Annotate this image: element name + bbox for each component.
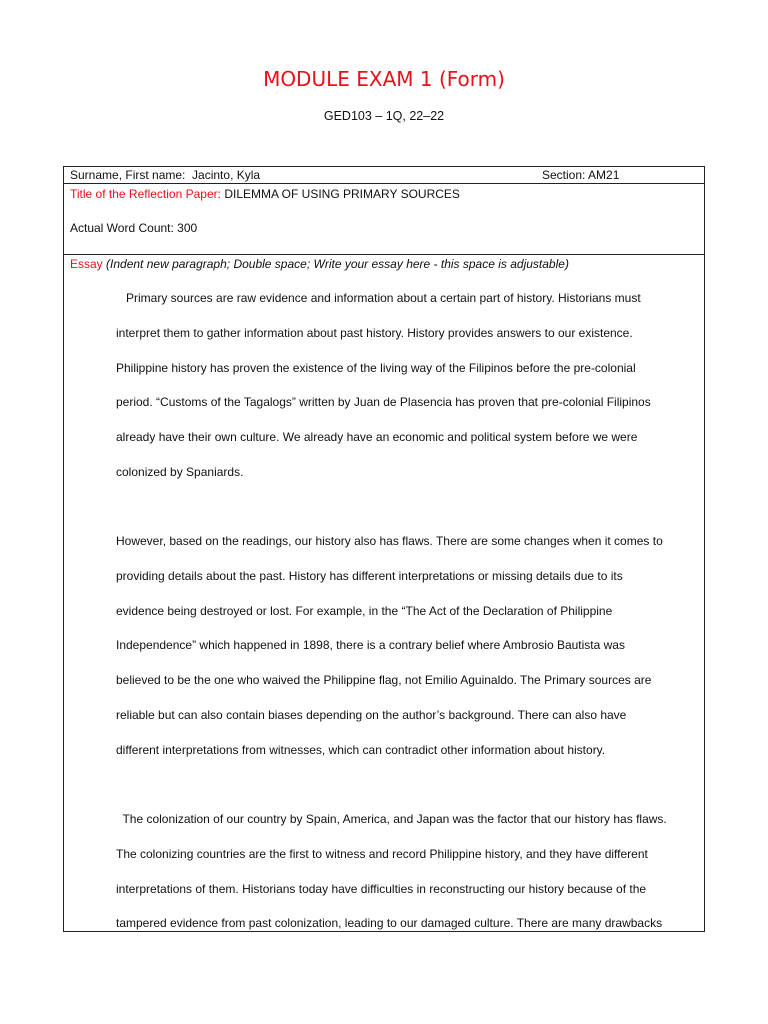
essay-line: However, based on the readings, our history also has flaws. There are some changes when it comes to xyxy=(116,534,663,548)
title-row xyxy=(64,184,704,255)
essay-heading xyxy=(70,257,569,272)
word-count-label: Actual Word Count: xyxy=(70,221,174,235)
essay-line: evidence being destroyed or lost. For example, in the “The Act of the Declaration of Philippine xyxy=(116,604,613,618)
section-cell xyxy=(542,168,619,183)
essay-label: Essay xyxy=(70,257,103,271)
essay-instructions: (Indent new paragraph; Double space; Write your essay here - this space is adjustable) xyxy=(106,257,569,271)
title-label: Title of the Reflection Paper: xyxy=(70,187,221,201)
essay-line: Independence” which happened in 1898, there is a contrary belief where Ambrosio Bautista was xyxy=(116,638,625,652)
course-code: GED103 – 1Q, 22–22 xyxy=(323,109,445,123)
essay-line: reliable but can also contain biases depending on the author’s background. There can also have xyxy=(116,708,627,722)
essay-line: Philippine history has proven the existence of the living way of the Filipinos before the pre-colonial xyxy=(116,361,636,375)
name-row xyxy=(64,167,704,184)
name-label: Surname, First name: xyxy=(70,168,186,182)
word-count-line xyxy=(70,221,197,236)
name-value: Jacinto, Kyla xyxy=(192,168,261,182)
essay-line: interpret them to gather information about past history. History provides answers to our existence. xyxy=(116,326,633,340)
title-value: DILEMMA OF USING PRIMARY SOURCES xyxy=(224,187,460,201)
essay-line: believed to be the one who waived the Philippine flag, not Emilio Aguinaldo. The Primary sources are xyxy=(116,673,652,687)
essay-line: period. “Customs of the Tagalogs” written by Juan de Plasencia has proven that pre-colonial Filipinos xyxy=(116,395,651,409)
section-label: Section: xyxy=(542,168,586,182)
word-count-value: 300 xyxy=(177,221,198,235)
exam-form-table xyxy=(63,166,705,932)
essay-line: interpretations of them. Historians today have difficulties in reconstructing our history because of the xyxy=(116,882,647,896)
page-title: MODULE EXAM 1 (Form) xyxy=(263,67,505,91)
essay-line: tampered evidence from past colonization, leading to our damaged culture. There are many drawbacks xyxy=(116,916,663,930)
essay-line: The colonization of our country by Spain, America, and Japan was the factor that our history has flaws. xyxy=(116,812,667,826)
essay-line: providing details about the past. History has different interpretations or missing details due to its xyxy=(116,569,623,583)
essay-line: different interpretations from witnesses, which can contradict other information about history. xyxy=(116,743,606,757)
section-value: AM21 xyxy=(588,168,620,182)
essay-line: The colonizing countries are the first to witness and record Philippine history, and they have different xyxy=(116,847,648,861)
essay-row xyxy=(64,255,704,932)
essay-line: Primary sources are raw evidence and information about a certain part of history. Historians must xyxy=(116,291,641,305)
title-line xyxy=(70,187,460,202)
essay-line: colonized by Spaniards. xyxy=(116,465,244,479)
essay-line: already have their own culture. We already have an economic and political system before we were xyxy=(116,430,638,444)
name-cell xyxy=(70,168,260,183)
